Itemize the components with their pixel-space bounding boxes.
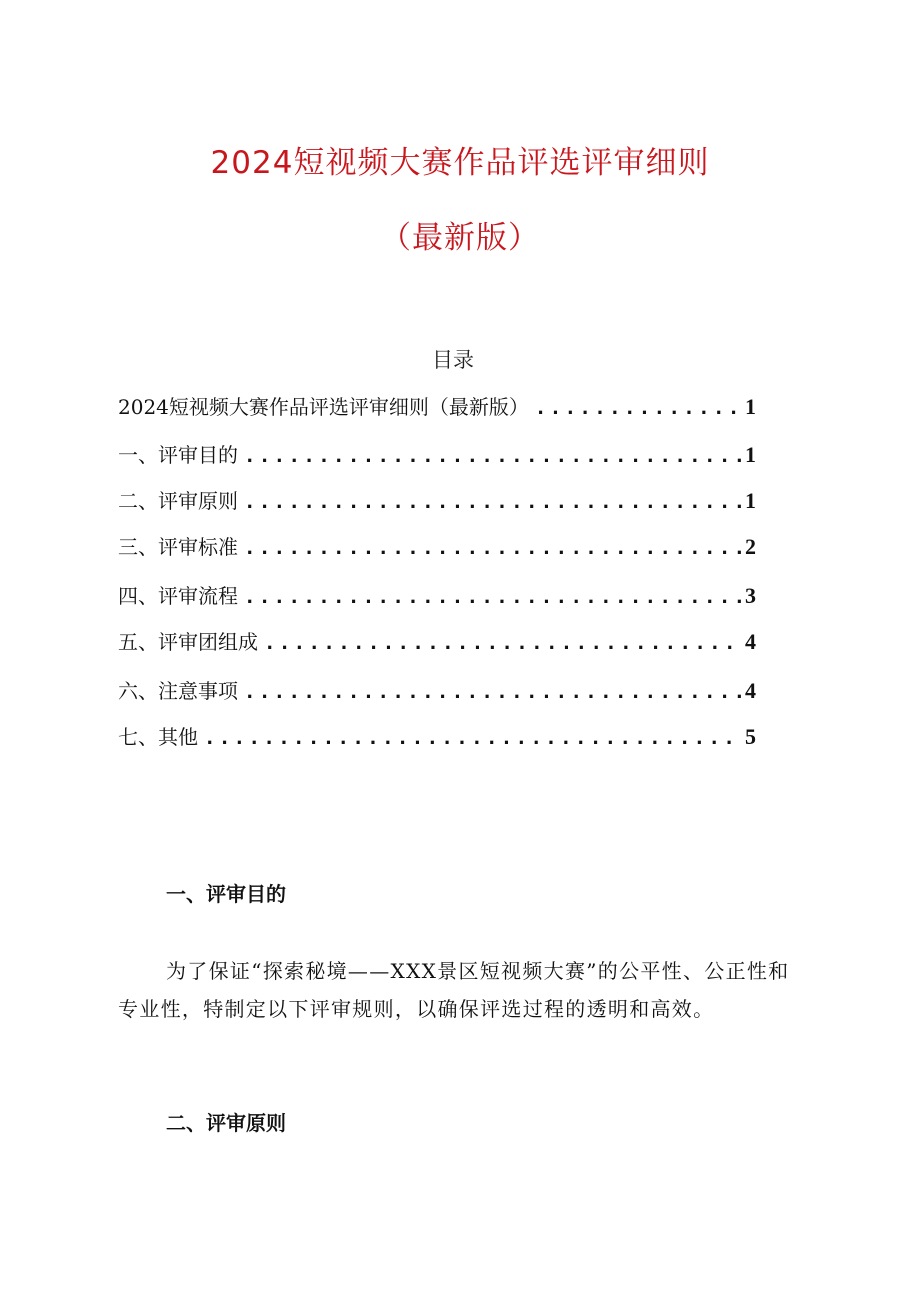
toc-entry-page: 1 (745, 442, 756, 467)
toc-entry-label: 七、其他 (118, 725, 198, 749)
toc-entry-page: 1 (745, 488, 756, 513)
toc-dot-leader (204, 728, 741, 750)
toc-entry-page: 3 (745, 583, 756, 608)
toc-dot-leader (244, 587, 741, 609)
toc-heading: 目录 (432, 348, 474, 372)
toc-dot-leader (244, 446, 741, 468)
toc-entry-page: 2 (745, 534, 756, 559)
toc-entry-label: 一、评审目的 (118, 443, 238, 467)
toc-entry-section-5[interactable] (118, 621, 756, 655)
toc-entry-label: 四、评审流程 (118, 584, 238, 608)
section-heading-purpose: 一、评审目的 (166, 882, 286, 906)
toc-dot-leader (535, 398, 741, 420)
toc-entry-page: 1 (745, 394, 756, 419)
toc-entry-section-4[interactable] (118, 575, 756, 609)
toc-entry-page: 5 (745, 724, 756, 749)
toc-entry-title[interactable] (118, 386, 756, 420)
document-subtitle: （最新版） (380, 220, 540, 256)
toc-dot-leader (244, 538, 741, 560)
toc-dot-leader (264, 633, 741, 655)
toc-entry-section-6[interactable] (118, 670, 756, 704)
toc-entry-page: 4 (745, 678, 756, 703)
toc-entry-section-1[interactable] (118, 434, 756, 468)
section-heading-principles: 二、评审原则 (166, 1111, 286, 1135)
toc-entry-label: 三、评审标准 (118, 535, 238, 559)
toc-entry-label: 六、注意事项 (118, 679, 238, 703)
toc-dot-leader (244, 682, 741, 704)
toc-dot-leader (244, 492, 741, 514)
toc-entry-label: 二、评审原则 (118, 489, 238, 513)
section-paragraph-purpose: 为了保证“探索秘境——XXX景区短视频大赛”的公平性、公正性和专业性，特制定以下评审规则，以确保评选过程的透明和高效。 (118, 959, 790, 1021)
toc-entry-page: 4 (745, 629, 756, 654)
toc-entry-section-7[interactable] (118, 716, 756, 750)
toc-entry-label: 五、评审团组成 (118, 630, 258, 654)
toc-entry-label: 2024短视频大赛作品评选评审细则（最新版） (118, 395, 529, 419)
toc-entry-section-3[interactable] (118, 526, 756, 560)
toc-entry-section-2[interactable] (118, 480, 756, 514)
document-title: 2024短视频大赛作品评选评审细则 (210, 145, 710, 181)
